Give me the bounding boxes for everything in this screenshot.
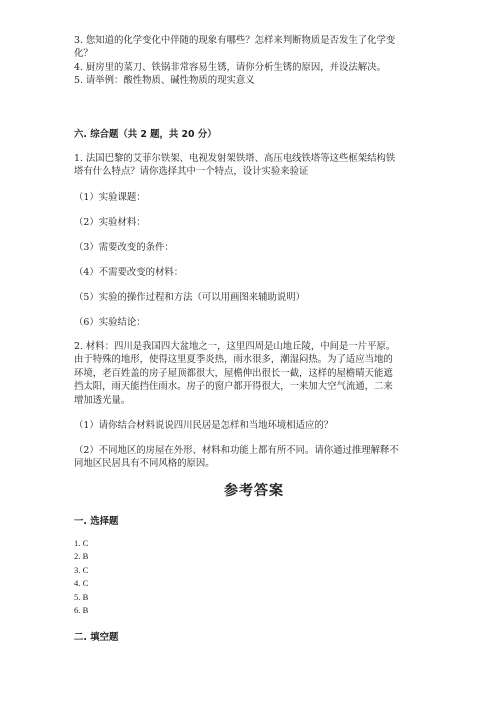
q6-1-item-5: （5）实验的操作过程和方法（可以用画图来辅助说明） (74, 292, 305, 303)
q6-2-sub-1: （1）请你结合材料说说四川民居是怎样和当地环境相适应的？ (74, 420, 334, 431)
fill-heading: 二. 填空题 (74, 632, 119, 643)
question-6-2-material (74, 340, 395, 407)
q6-2-line-3: 环境，老百姓盖的房子屋顶都很大，屋檐伸出很长一截，这样的屋檐晴天能遮 (74, 367, 393, 379)
question-3-line-2: 化？ (74, 48, 93, 60)
answer-item: 1. C (74, 538, 89, 548)
q6-1-line-2: 塔有什么特点？请你选择其中一个特点，设计实验来验证 (74, 166, 309, 178)
answer-item: 3. C (74, 564, 89, 575)
choice-answers (74, 537, 88, 617)
question-3-line-1: 3. 您知道的化学变化中伴随的现象有哪些？怎样来判断物质是否发生了化学变 (74, 35, 396, 46)
q6-2-line-4: 挡太阳，雨天能挡住雨水。房子的窗户都开得很大，一来加大空气流通，二来 (74, 381, 393, 393)
answers-title: 参考答案 (224, 483, 284, 499)
answer-item: 4. C (74, 578, 89, 589)
answer-item: 2. B (74, 551, 89, 562)
q6-2-sub-2 (74, 444, 399, 471)
q6-1-item-6: （6）实验结论： (74, 317, 146, 328)
q6-1-item-3: （3）需要改变的条件： (74, 242, 174, 253)
q6-1-item-4: （4）不需要改变的材料： (74, 267, 184, 278)
q6-2-line-5: 增加透光量。 (74, 394, 131, 406)
q6-2-line-1: 2. 材料：四川是我国四大盆地之一，这里四周是山地丘陵，中间是一片平原。 (74, 341, 396, 352)
answer-item: 5. B (74, 591, 89, 602)
question-6-1 (74, 152, 395, 179)
question-4: 4. 厨房里的菜刀、铁锅非常容易生锈，请你分析生锈的原因，并设法解决。 (74, 61, 386, 73)
q6-2-sub-2-line-1: （2）不同地区的房屋在外形、材料和功能上都有所不同。请你通过推理解释不 (74, 445, 399, 456)
answer-item: 6. B (74, 605, 89, 616)
q6-1-item-2: （2）实验材料： (74, 217, 146, 228)
question-5: 5. 请举例：酸性物质、碱性物质的现实意义 (74, 75, 255, 87)
intro-questions (74, 34, 395, 88)
q6-1-item-1: （1）实验课题： (74, 192, 146, 203)
section-6-heading: 六. 综合题（共 2 题，共 20 分） (74, 129, 217, 140)
q6-2-sub-2-line-2: 同地区民居具有不同风格的原因。 (74, 458, 215, 470)
choice-heading: 一. 选择题 (74, 516, 119, 527)
q6-1-line-1: 1. 法国巴黎的艾菲尔铁架、电视发射架铁塔、高压电线铁塔等这些框架结构铁 (74, 153, 396, 164)
q6-2-line-2: 由于特殊的地形，使得这里夏季炎热，雨水很多，潮湿闷热。为了适应当地的 (74, 354, 393, 366)
